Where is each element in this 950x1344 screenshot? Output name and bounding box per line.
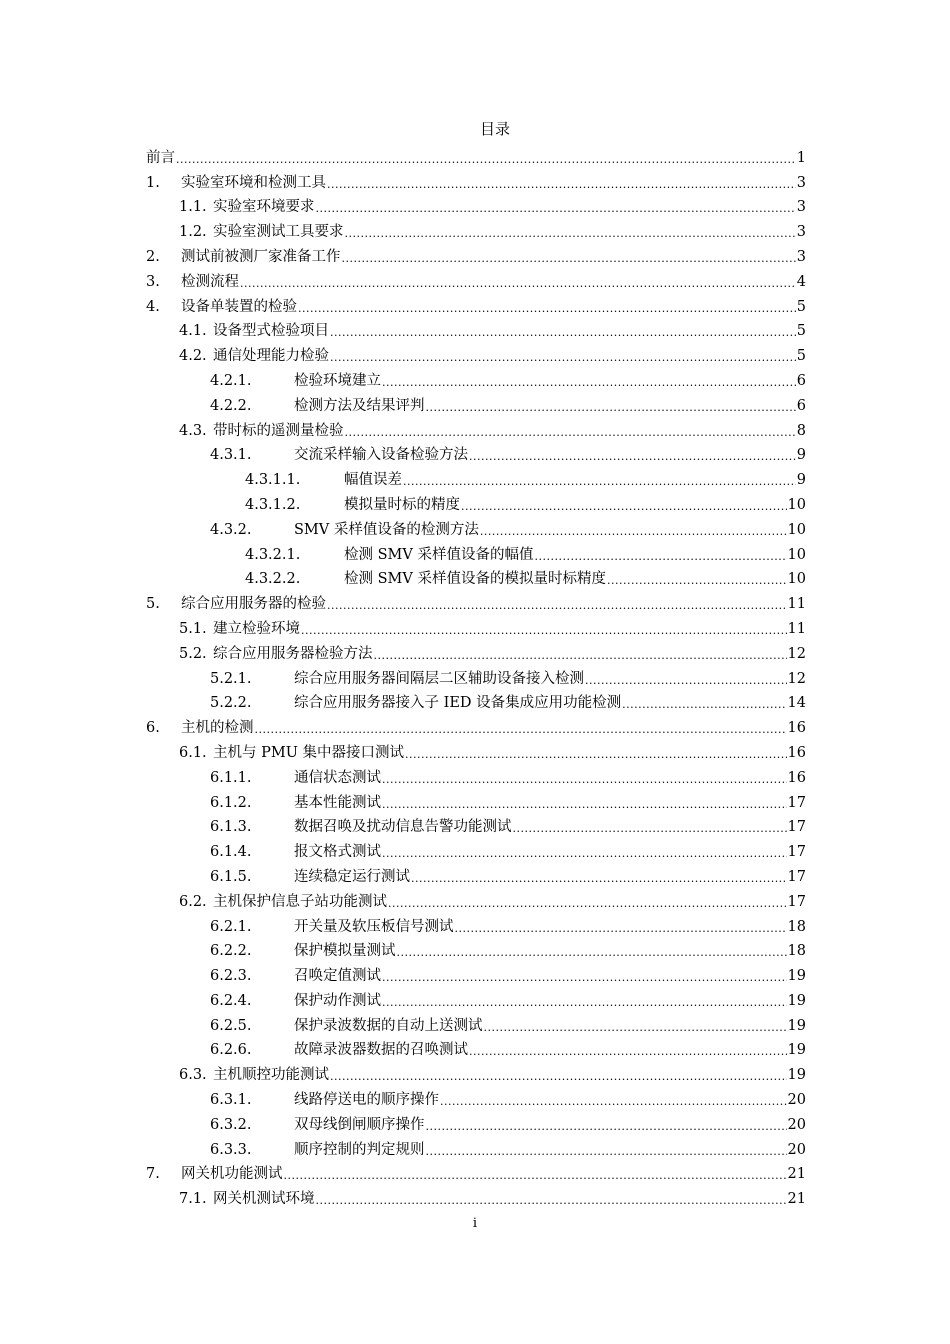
toc-entry-number: 7. (146, 1166, 160, 1183)
dot-leader (382, 846, 787, 861)
toc-entry[interactable] (146, 1183, 806, 1208)
toc-entry-page-number: 3 (796, 224, 806, 241)
toc-entry-label: 召唤定值测试 (294, 968, 381, 985)
dot-leader (469, 449, 796, 464)
toc-entry[interactable] (146, 886, 806, 911)
toc-entry[interactable] (146, 936, 806, 961)
toc-entry-page-number: 19 (787, 1042, 806, 1059)
toc-entry-number: 4. (146, 298, 160, 315)
toc-entry-page-number: 20 (787, 1141, 806, 1158)
toc-entry-label: 通信处理能力检验 (213, 348, 329, 365)
toc-entry[interactable] (146, 489, 806, 514)
toc-entry-number: 6.1.1. (210, 769, 252, 786)
toc-entry[interactable] (146, 266, 806, 291)
dot-leader (301, 623, 787, 638)
toc-entry[interactable] (146, 464, 806, 489)
toc-entry-page-number: 6 (796, 397, 806, 414)
toc-entry-number: 3. (146, 273, 160, 290)
toc-entry-number: 5.2. (179, 645, 207, 662)
toc-entry-page-number: 14 (787, 695, 806, 712)
dot-leader (455, 921, 787, 936)
toc-entry-number: 1. (146, 174, 160, 191)
toc-entry-label: 综合应用服务器检验方法 (213, 645, 373, 662)
toc-entry-label: 主机顺控功能测试 (213, 1067, 329, 1084)
toc-entry-number: 6. (146, 720, 160, 737)
toc-entry-label: 连续稳定运行测试 (294, 868, 410, 885)
toc-entry-label: 实验室环境要求 (213, 199, 315, 216)
toc-entry-number: 4.1. (179, 323, 207, 340)
toc-entry-number: 6.1.5. (210, 868, 252, 885)
toc-entry-label: 线路停送电的顺序操作 (294, 1092, 439, 1109)
toc-entry[interactable] (146, 1134, 806, 1159)
toc-entry-number: 1.1. (179, 199, 207, 216)
toc-entry-page-number: 17 (787, 794, 806, 811)
dot-leader (411, 871, 787, 886)
toc-entry-page-number: 21 (787, 1191, 806, 1208)
toc-entry[interactable] (146, 440, 806, 465)
toc-entry-page-number: 19 (787, 968, 806, 985)
toc-entry-label: 主机的检测 (181, 720, 254, 737)
toc-entry-label: 网关机测试环境 (213, 1191, 315, 1208)
toc-entry[interactable] (146, 861, 806, 886)
toc-entry-number: 4.3.2.1. (245, 546, 301, 563)
toc-entry-page-number: 18 (787, 943, 806, 960)
toc-entry-page-number: 6 (796, 372, 806, 389)
toc-entry-page-number: 5 (796, 323, 806, 340)
toc-entry-page-number: 21 (787, 1166, 806, 1183)
toc-entry-page-number: 16 (787, 769, 806, 786)
dot-leader (330, 350, 796, 365)
toc-entry-label: 故障录波器数据的召唤测试 (294, 1042, 468, 1059)
toc-entry-label: 主机保护信息子站功能测试 (213, 893, 387, 910)
toc-entry-number: 4.2.1. (210, 372, 252, 389)
table-of-contents (146, 142, 806, 1208)
toc-entry[interactable] (146, 638, 806, 663)
toc-entry-number: 6.3. (179, 1067, 207, 1084)
toc-entry-label: 双母线倒闸顺序操作 (294, 1116, 425, 1133)
dot-leader (607, 573, 787, 588)
toc-entry-label: 保护模拟量测试 (294, 943, 396, 960)
toc-entry-number: 6.2.1. (210, 918, 252, 935)
toc-entry[interactable] (146, 960, 806, 985)
dot-leader (330, 1069, 787, 1084)
dot-leader (327, 598, 787, 613)
toc-entry-label: 主机与 PMU 集中器接口测试 (213, 744, 405, 761)
toc-entry-number: 6.1.2. (210, 794, 252, 811)
dot-leader (382, 772, 787, 787)
toc-entry-page-number: 4 (796, 273, 806, 290)
toc-entry-label: 网关机功能测试 (181, 1166, 283, 1183)
toc-entry-page-number: 11 (787, 596, 806, 613)
toc-entry-label: 基本性能测试 (294, 794, 381, 811)
toc-entry[interactable] (146, 1010, 806, 1035)
toc-entry[interactable] (146, 663, 806, 688)
toc-title: 目录 (479, 120, 510, 138)
dot-leader (480, 524, 787, 539)
toc-entry-label: 实验室环境和检测工具 (181, 174, 326, 191)
toc-entry-page-number: 16 (787, 720, 806, 737)
toc-entry[interactable] (146, 737, 806, 762)
toc-entry-page-number: 16 (787, 744, 806, 761)
toc-entry-number: 7.1. (179, 1191, 207, 1208)
toc-entry-page-number: 5 (796, 348, 806, 365)
toc-entry-label: 综合应用服务器间隔层二区辅助设备接入检测 (294, 670, 584, 687)
dot-leader (622, 697, 786, 712)
dot-leader (534, 549, 786, 564)
dot-leader (426, 1144, 787, 1159)
toc-entry-number: 6.2.2. (210, 943, 252, 960)
toc-entry-page-number: 10 (787, 521, 806, 538)
toc-entry-page-number: 5 (796, 298, 806, 315)
toc-entry-label: 交流采样输入设备检验方法 (294, 447, 468, 464)
toc-entry[interactable] (146, 787, 806, 812)
toc-entry-number: 6.1. (179, 744, 207, 761)
toc-entry-page-number: 20 (787, 1092, 806, 1109)
toc-entry-page-number: 12 (787, 645, 806, 662)
dot-leader (327, 177, 796, 192)
toc-entry-label: SMV 采样值设备的检测方法 (294, 521, 479, 538)
toc-entry-label: 实验室测试工具要求 (213, 224, 344, 241)
toc-entry-label: 保护动作测试 (294, 992, 381, 1009)
dot-leader (382, 970, 787, 985)
dot-leader (298, 301, 796, 316)
dot-leader (461, 499, 787, 514)
toc-entry-label: 建立检验环境 (213, 620, 300, 637)
dot-leader (382, 797, 787, 812)
toc-entry[interactable] (146, 415, 806, 440)
toc-entry-page-number: 8 (796, 422, 806, 439)
toc-entry-label: 顺序控制的判定规则 (294, 1141, 425, 1158)
toc-entry-page-number: 3 (796, 174, 806, 191)
toc-entry-label: 前言 (146, 149, 175, 166)
dot-leader (405, 747, 787, 762)
dot-leader (513, 821, 787, 836)
toc-entry-page-number: 20 (787, 1116, 806, 1133)
toc-entry-page-number: 9 (796, 472, 806, 489)
toc-entry-number: 6.3.3. (210, 1141, 252, 1158)
dot-leader (397, 945, 787, 960)
toc-entry[interactable] (146, 836, 806, 861)
toc-entry-page-number: 3 (796, 248, 806, 265)
toc-entry-label: 测试前被测厂家准备工作 (181, 248, 341, 265)
toc-entry-label: 保护录波数据的自动上送测试 (294, 1017, 483, 1034)
toc-entry-number: 6.3.2. (210, 1116, 252, 1133)
toc-entry[interactable] (146, 142, 806, 167)
toc-entry-page-number: 12 (787, 670, 806, 687)
dot-leader (316, 1193, 787, 1208)
toc-entry[interactable] (146, 192, 806, 217)
toc-entry[interactable] (146, 340, 806, 365)
toc-entry-label: 数据召唤及扰动信息告警功能测试 (294, 819, 512, 836)
toc-entry-label: 开关量及软压板信号测试 (294, 918, 454, 935)
toc-entry[interactable] (146, 911, 806, 936)
toc-entry-number: 1.2. (179, 224, 207, 241)
toc-entry-page-number: 11 (787, 620, 806, 637)
toc-entry-label: 检测 SMV 采样值设备的模拟量时标精度 (344, 571, 606, 588)
toc-entry[interactable] (146, 1109, 806, 1134)
toc-entry-label: 检验环境建立 (294, 372, 381, 389)
dot-leader (176, 152, 796, 167)
dot-leader (585, 673, 787, 688)
toc-entry-label: 通信状态测试 (294, 769, 381, 786)
dot-leader (345, 226, 796, 241)
dot-leader (316, 201, 796, 216)
toc-entry-label: 模拟量时标的精度 (344, 496, 460, 513)
toc-entry-number: 4.2.2. (210, 397, 252, 414)
toc-entry-label: 设备型式检验项目 (213, 323, 329, 340)
toc-entry[interactable] (146, 241, 806, 266)
toc-entry-number: 4.3.1.1. (245, 472, 301, 489)
toc-entry-label: 综合应用服务器的检验 (181, 596, 326, 613)
toc-entry-number: 6.2.3. (210, 968, 252, 985)
dot-leader (426, 400, 796, 415)
toc-entry-number: 2. (146, 248, 160, 265)
toc-entry[interactable] (146, 985, 806, 1010)
dot-leader (382, 375, 796, 390)
toc-entry[interactable] (146, 1059, 806, 1084)
toc-entry-label: 设备单装置的检验 (181, 298, 297, 315)
toc-entry-page-number: 17 (787, 844, 806, 861)
toc-entry[interactable] (146, 588, 806, 613)
toc-entry[interactable] (146, 688, 806, 713)
toc-entry-page-number: 19 (787, 1067, 806, 1084)
toc-entry-number: 6.2.4. (210, 992, 252, 1009)
toc-entry-page-number: 10 (787, 496, 806, 513)
toc-entry[interactable] (146, 1084, 806, 1109)
toc-entry-page-number: 17 (787, 868, 806, 885)
toc-entry-label: 综合应用服务器接入子 IED 设备集成应用功能检测 (294, 695, 622, 712)
toc-entry-page-number: 10 (787, 571, 806, 588)
toc-entry[interactable] (146, 316, 806, 341)
toc-entry-number: 6.3.1. (210, 1092, 252, 1109)
toc-entry[interactable] (146, 564, 806, 589)
dot-leader (388, 896, 787, 911)
toc-entry-number: 5.2.1. (210, 670, 252, 687)
toc-entry[interactable] (146, 514, 806, 539)
toc-entry-label: 检测 SMV 采样值设备的幅值 (344, 546, 534, 563)
toc-entry-number: 5.2.2. (210, 695, 252, 712)
dot-leader (469, 1044, 787, 1059)
toc-entry-page-number: 10 (787, 546, 806, 563)
toc-entry-label: 幅值误差 (344, 472, 402, 489)
toc-entry[interactable] (146, 613, 806, 638)
toc-entry[interactable] (146, 712, 806, 737)
toc-entry-label: 带时标的遥测量检验 (213, 422, 344, 439)
toc-entry-number: 6.1.4. (210, 844, 252, 861)
toc-entry[interactable] (146, 390, 806, 415)
toc-entry[interactable] (146, 539, 806, 564)
toc-entry-page-number: 17 (787, 819, 806, 836)
dot-leader (484, 1020, 787, 1035)
page-number-footer: i (472, 1216, 478, 1231)
toc-entry-page-number: 18 (787, 918, 806, 935)
toc-entry-page-number: 9 (796, 447, 806, 464)
toc-entry-number: 6.2. (179, 893, 207, 910)
dot-leader (342, 251, 796, 266)
toc-entry[interactable] (146, 762, 806, 787)
toc-entry[interactable] (146, 1159, 806, 1184)
toc-entry-label: 检测方法及结果评判 (294, 397, 425, 414)
toc-entry-number: 5.1. (179, 620, 207, 637)
dot-leader (240, 276, 796, 291)
dot-leader (345, 425, 796, 440)
dot-leader (382, 995, 787, 1010)
toc-entry-page-number: 3 (796, 199, 806, 216)
toc-entry-number: 4.3.2.2. (245, 571, 301, 588)
dot-leader (426, 1119, 787, 1134)
toc-entry-page-number: 19 (787, 992, 806, 1009)
toc-entry-number: 6.2.6. (210, 1042, 252, 1059)
dot-leader (284, 1168, 787, 1183)
toc-entry-number: 4.3.2. (210, 521, 252, 538)
toc-entry[interactable] (146, 291, 806, 316)
toc-entry-number: 4.3.1. (210, 447, 252, 464)
toc-entry-page-number: 17 (787, 893, 806, 910)
toc-entry-label: 报文格式测试 (294, 844, 381, 861)
dot-leader (403, 474, 796, 489)
toc-entry-page-number: 19 (787, 1017, 806, 1034)
toc-entry-number: 6.1.3. (210, 819, 252, 836)
toc-entry[interactable] (146, 812, 806, 837)
toc-entry-label: 检测流程 (181, 273, 239, 290)
dot-leader (330, 325, 796, 340)
dot-leader (374, 648, 787, 663)
toc-entry-number: 6.2.5. (210, 1017, 252, 1034)
toc-entry[interactable] (146, 216, 806, 241)
toc-entry[interactable] (146, 365, 806, 390)
toc-entry[interactable] (146, 1035, 806, 1060)
toc-entry-page-number: 1 (796, 149, 806, 166)
toc-entry-number: 4.3.1.2. (245, 496, 301, 513)
toc-entry-number: 5. (146, 596, 160, 613)
toc-entry[interactable] (146, 167, 806, 192)
dot-leader (440, 1094, 787, 1109)
toc-entry-number: 4.2. (179, 348, 207, 365)
toc-entry-number: 4.3. (179, 422, 207, 439)
dot-leader (255, 722, 787, 737)
